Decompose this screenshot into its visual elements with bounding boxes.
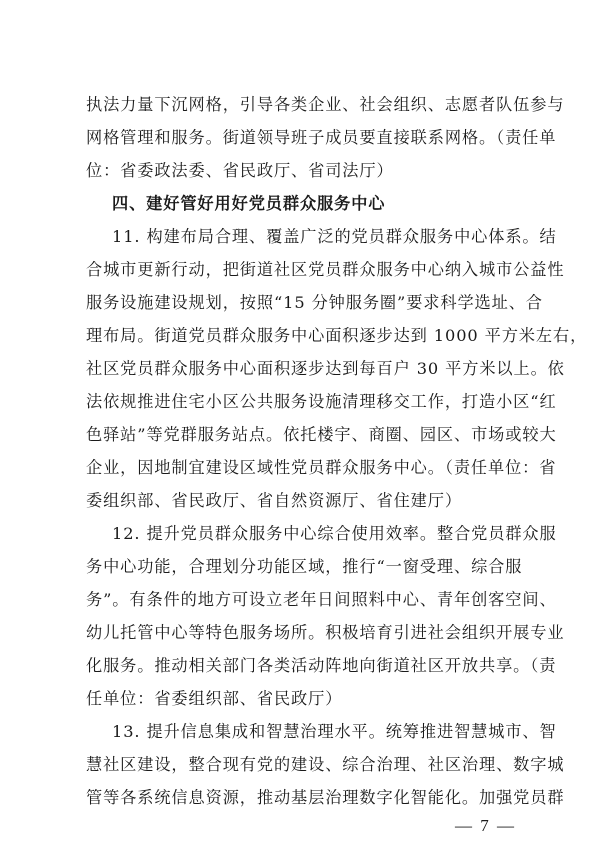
text-line: 13. 提升信息集成和智慧治理水平。统筹推进智慧城市、智 <box>112 722 557 741</box>
text-line: 幼儿托管中心等特色服务场所。积极培育引进社会组织开展专业 <box>86 623 565 642</box>
text-line: 任单位：省委组织部、省民政厅） <box>86 689 343 708</box>
text-line: 12. 提升党员群众服务中心综合使用效率。整合党员群众服 <box>112 524 557 543</box>
text-line: 法依规推进住宅小区公共服务设施清理移交工作，打造小区“红 <box>86 392 557 411</box>
text-line: 网格管理和服务。街道领导班子成员要直接联系网格。（责任单 <box>86 128 557 147</box>
page-number: — 7 — <box>455 816 516 835</box>
text-line: 企业，因地制宜建设区域性党员群众服务中心。（责任单位：省 <box>86 458 557 477</box>
text-line: 化服务。推动相关部门各类活动阵地向街道社区开放共享。（责 <box>86 656 557 675</box>
text-line: 服务设施建设规划，按照“15 分钟服务圈”要求科学选址、合 <box>86 293 543 312</box>
text-line: 合城市更新行动，把街道社区党员群众服务中心纳入城市公益性 <box>86 260 565 279</box>
text-line: 务中心功能，合理划分功能区域，推行“一窗受理、综合服 <box>86 557 523 576</box>
text-line: 位：省委政法委、省民政厅、省司法厅） <box>86 161 394 180</box>
text-line: 务”。有条件的地方可设立老年日间照料中心、青年创客空间、 <box>86 590 557 609</box>
text-line: 社区党员群众服务中心面积逐步达到每百户 30 平方米以上。依 <box>86 359 565 378</box>
text-line: 11. 构建布局合理、覆盖广泛的党员群众服务中心体系。结 <box>112 227 557 246</box>
text-line: 理布局。街道党员群众服务中心面积逐步达到 1000 平方米左右， <box>86 326 588 345</box>
text-line: 色驿站”等党群服务站点。依托楼宇、商圈、园区、市场或较大 <box>86 425 557 444</box>
text-line: 执法力量下沉网格，引导各类企业、社会组织、志愿者队伍参与 <box>86 95 565 114</box>
text-line: 管等各系统信息资源，推动基层治理数字化智能化。加强党员群 <box>86 788 565 807</box>
text-line: 委组织部、省民政厅、省自然资源厅、省住建厅） <box>86 491 462 510</box>
section-heading: 四、建好管好用好党员群众服务中心 <box>112 194 386 213</box>
text-line: 慧社区建设，整合现有党的建设、综合治理、社区治理、数字城 <box>86 755 565 774</box>
